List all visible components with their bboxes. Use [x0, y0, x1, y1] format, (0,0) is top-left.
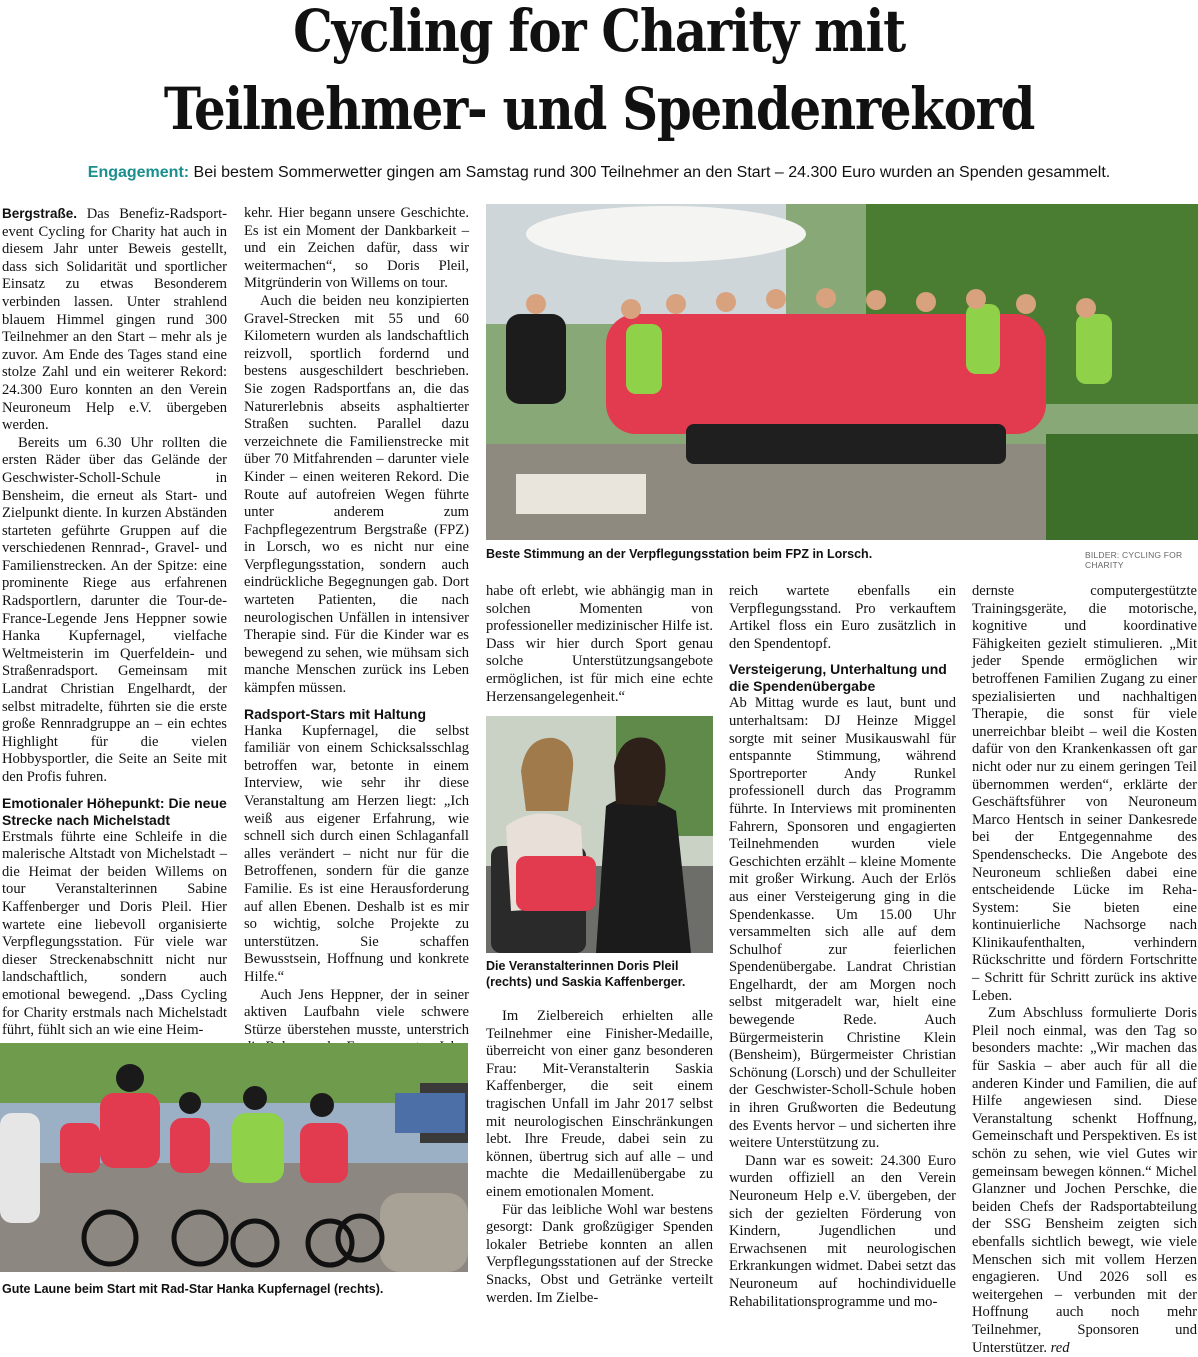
- photo-caption-start: Gute Laune beim Start mit Rad-Star Hanka Kupfernagel (rechts).: [2, 1282, 384, 1296]
- subheadline-kicker: Engagement:: [87, 164, 190, 181]
- article-paragraph: [972, 1005, 1197, 1357]
- article-paragraph: Ab Mittag wurde es laut, bunt und unterhaltsam: DJ Heinze Miggel sorgte mit seiner Musikauswahl für entspannte Stimmung, während Sportreporter Andy Runkel professionell durch das Programm führte. In Interviews mit prominenten Fahrern, Sponsoren und engagierten Teilnehmenden wurden viele Geschichten erzählt – kleine Momente mit großer Wirkung. Auch der Erlös aus einer Versteigerung ging in die Spendenkasse. Um 15.00 Uhr versammelten sich alle auf dem Schulhof zur feierlichen Spendenübergabe. Landrat Christian Engelhardt, der am Morgen noch selbst mitgeradelt war, hielt eine bewegende Rede. Auch Bürgermeisterin Christine Klein (Bensheim), Bürgermeister Christian Schönung (Lorsch) und der Schulleiter der Geschwister-Scholl-Schule hoben in ihren Grußworten die Bedeutung des Events hervor – und sicherten ihre weitere Unterstützung zu.: [729, 695, 956, 1152]
- article-column-4: [729, 583, 956, 1311]
- article-paragraph: reich wartete ebenfalls ein Verpflegungsstand. Pro verkauftem Artikel floss ein Euro zusätzlich in den Spendentopf.: [729, 583, 956, 652]
- article-paragraph: Bereits um 6.30 Uhr rollten die ersten Räder über das Gelände der Geschwister-Scholl-Schule in Bensheim, die erneut als Start- und Zielpunkt diente. In kurzen Abständen starteten geführte Gruppen auf die verschiedenen Rennrad-, Gravel- und Familienstrecken. An der Spitze: eine prominente Riege aus erfahrenen Radsportlern, darunter die Tour-de-France-Legende Jens Heppner sowie Hanka Kupfernagel, vielfache Weltmeisterin im Querfeldein- und Straßenradsport. Gemeinsam mit Landrat Christian Engelhardt, der selbst mitradelte, führten sie die erste große Rennradgruppe an – ein echtes Highlight für die vielen Hobbysportler, die Seite an Seite mit den Profis fuhren.: [2, 434, 227, 785]
- section-heading: Emotionaler Höhepunkt: Die neue Strecke nach Michelstadt: [2, 794, 227, 828]
- photo-start: [0, 1043, 468, 1272]
- photo-credit: BILDER: CYCLING FOR CHARITY: [1085, 550, 1183, 570]
- paragraph-text: Das Benefiz-Radsport-event Cycling for Charity hat auch in diesem Jahr unter Beweis gestellt, dass sich Solidarität und sportlicher Einsatz zu etwas Besonderem verbinden lassen. Unter strahlend blauem Himmel gingen rund 300 Teilnehmer an den Start – mehr als je zuvor. Am Ende des Tages stand eine stolze Zahl und ein weiterer Rekord: 24.300 Euro konnten an den Verein Neuroneum Help e.V. übergeben werden.: [2, 206, 227, 434]
- article-paragraph: Hanka Kupfernagel, die selbst familiär von einem Schicksalsschlag betroffen war, betonte in einem Interview, wie sehr ihr diese Veranstaltung am Herzen liegt: „Ich weiß aus eigener Erfahrung, wie schnell sich durch einen Schlaganfall alles verändert – nicht nur für die Betroffenen, sondern für die ganze Familie. Es ist eine Herausforderung auf allen Ebenen. Deshalb ist es mir so wichtig, solche Projekte zu unterstützen. Sie schaffen Bewusstsein, Hoffnung und konkrete Hilfe.“: [244, 722, 469, 985]
- article-column-5: [972, 583, 1197, 1357]
- paragraph-text: Zum Abschluss formulierte Doris Pleil noch einmal, was den Tag so besonders machte: „Wir machen das für Saskia – aber auch für all die anderen Kinder und Familien, die auf Hilfe angewiesen sind. Diese Veranstaltung schenkt Hoffnung, Gemeinschaft und Perspektiven. Es ist schön zu sehen, wie viel Gutes wir gemeinsam bewegen können.“ Michel Glanzner und Jochen Perschke, die beiden Chefs der Radsportabteilung der SSG Bensheim zeigten sich ebenfalls sichtlich bewegt, wie viele Menschen sich mit vollem Herzen engagieren. Und 2026 soll es weitergehen – verbunden mit der Hoffnung auch noch mehr Teilnehmer, Sponsoren und Unterstützer.: [972, 1005, 1197, 1356]
- article-paragraph: Auch die beiden neu konzipierten Gravel-Strecken mit 55 und 60 Kilometern wurden als landschaftlich reizvoll, sportlich fordernd und bestens ausgeschildert beschrieben. Sie zogen Radsportfans an, die das Naturerlebnis abseits asphaltierter Straßen suchten. Parallel dazu verzeichnete die Familienstrecke mit über 70 Mitfahrenden – darunter viele Kinder – einen weiteren Rekord. Die Route auf autofreien Wegen führte unter anderem zum Fachpflegezentrum Bergstraße (FPZ) in Lorsch, wo es nicht nur eine Verpflegungsstation, sondern auch eindrückliche Begegnungen gab. Dort warteten Patienten, die nach neurologischen Unfällen in intensiver Therapie sind. Für die Kinder war es bewegend zu sehen, wie mühsam sich manche Menschen zurück ins Leben kämpfen müssen.: [244, 292, 469, 697]
- dateline: Bergstraße.: [2, 206, 78, 221]
- article-paragraph: Auch Jens Heppner, der in seiner aktiven Laufbahn viele schwere Stürze überstehen musste, unterstrich: [244, 986, 469, 1038]
- photo-group-fpz-image: [486, 204, 1198, 540]
- author-signature: red: [1050, 1339, 1070, 1356]
- article-paragraph: Im Zielbereich erhielten alle Teilnehmer eine Finisher-Medaille, überreicht von einer ganz besonderen Frau: Mit-Veranstalterin Saskia Kaffenberger, die seit einem tragischen Unfall im Jahr 2017 selbst mit neurologischen Einschränkungen lebt. Ihre Freude, dabei sein zu können, übertrug sich auf alle – und machte die Medaillenübergabe zu einem emotionalen Moment.: [486, 1008, 713, 1200]
- headline-line-2: Teilnehmer- und Spendenrekord: [163, 75, 1035, 143]
- photo-organizers-image: [486, 716, 713, 953]
- section-heading: Versteigerung, Unterhaltung und die Spendenübergabe: [729, 661, 947, 695]
- article-paragraph: [2, 205, 227, 435]
- article-column-2: [244, 205, 469, 1057]
- section-heading: Radsport-Stars mit Haltung: [244, 705, 427, 722]
- photo-caption-group: Beste Stimmung an der Verpflegungsstation beim FPZ in Lorsch.: [486, 547, 873, 561]
- photo-group-fpz: [486, 204, 1198, 540]
- article-paragraph: kehr. Hier begann unsere Geschichte. Es ist ein Moment der Dankbarkeit – und ein Zeichen dafür, dass wir weitermachen“, so Doris Pleil, Mitgründerin von Willems on tour.: [244, 205, 469, 292]
- photo-caption-organizers: Die Veranstalterinnen Doris Pleil (rechts) und Saskia Kaffenberger.: [486, 959, 686, 989]
- article-paragraph: habe oft erlebt, wie abhängig man in solchen Momenten von professioneller medizinischer Hilfe ist. Dass wir hier durch Sport genau solche Unterstützungsangebote ermöglichen, ist für mich eine echte Herzensangelegenheit.“: [486, 583, 713, 705]
- subheadline-text: Bei bestem Sommerwetter gingen am Samstag rund 300 Teilnehmer an den Start – 24.300 Euro wurden an Spenden gesammelt.: [189, 164, 1111, 181]
- photo-start-image: [0, 1043, 468, 1272]
- article-paragraph: dernste computergestützte Trainingsgeräte, die motorische, kognitive und koordinative Fähigkeiten gezielt stimulieren. „Mit jeder Spende ermöglichen wir betroffenen Familien Zugang zu einer spezialisierten und nachhaltigen Therapie, die sonst für viele unerreichbar bleibt – weil die Kosten dafür von den Krankenkassen oft gar nicht oder nur zu einem geringen Teil übernommen werden“, erklärte der Geschäftsführer von Neuroneum Marco Hentsch in seiner Dankesrede bei der Entgegennahme des Spendenschecks. Die Angebote des Neuroneum schließen dabei eine entscheidende Lücke im Reha-System: Sie bieten eine kontinuierliche Nachsorge nach Klinikaufenthalten, verhindern Rückschritte und fördern Fortschritte – Schritt für Schritt zurück ins aktive Leben.: [972, 583, 1197, 1004]
- article-paragraph: Dann war es soweit: 24.300 Euro wurden offiziell an den Verein Neuroneum Help e.V. übergeben, der sich der gezielten Förderung von Kindern, Jugendlichen und Erwachsenen mit neurologischen Erkrankungen widmet. Dabei setzt das Neuroneum auf hochindividuelle Rehabilitationsprogramme und mo-: [729, 1152, 956, 1310]
- article-paragraph: Erstmals führte eine Schleife in die malerische Altstadt von Michelstadt – die Heimat der beiden Willems on tour Veranstalterinnen Sabine Kaffenberger und Doris Pleil. Hier wartete eine liebevoll organisierte Verpflegungsstation. Für viele war dieser Streckenabschnitt nicht nur landschaftlich, sondern auch emotional bewegend. „Dass Cycling for Charity erstmals nach Michelstadt führt, fühlt sich an wie eine Heim-: [2, 828, 227, 1039]
- headline-line-1: Cycling for Charity mit: [293, 0, 905, 65]
- article-column-3-bottom: [486, 1008, 713, 1307]
- article-column-3-top: [486, 583, 713, 706]
- article-paragraph: Für das leibliche Wohl war bestens gesorgt: Dank großzügiger Spenden lokaler Betriebe konnten an allen Verpflegungsstationen auf der Strecke Snacks, Obst und Getränke verteilt werden. Im Zielbe-: [486, 1201, 713, 1306]
- article-column-1: [2, 205, 227, 1040]
- subheadline: [0, 164, 1198, 182]
- photo-organizers: [486, 716, 713, 953]
